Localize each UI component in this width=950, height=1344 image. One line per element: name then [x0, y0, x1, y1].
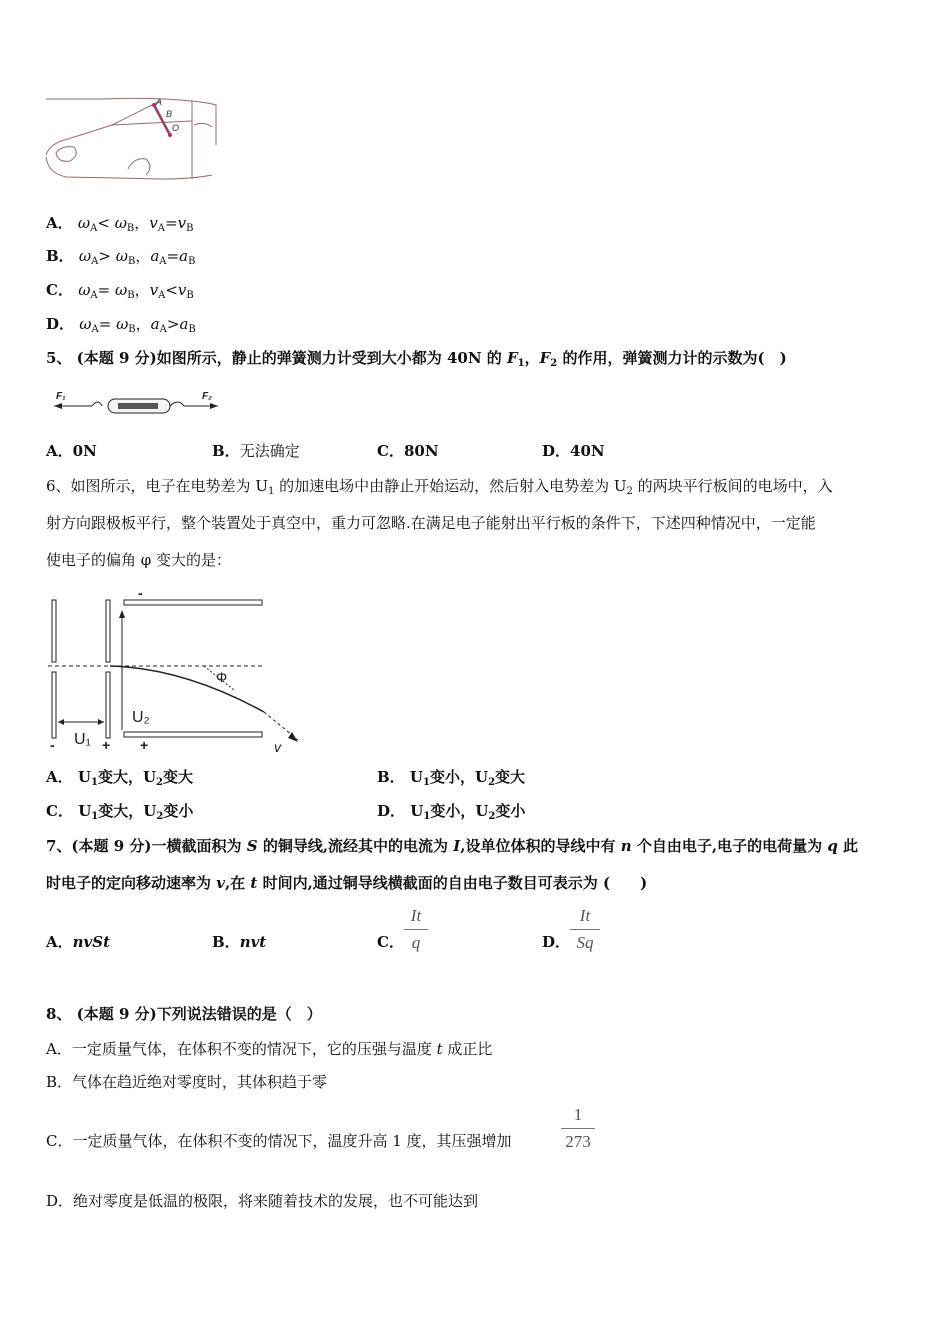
- q6-stem-line-2: 射方向跟极板平行，整个装置处于真空中，重力可忽略.在满足电子能射出平行板的条件下，下述四种情况中，一定能: [46, 514, 816, 532]
- q4-option-b: B． $\omega_A> \omega_B$，$a_A=a_B$: [46, 247, 196, 267]
- q5-option-d: D．40N: [542, 442, 605, 460]
- q5-option-a: A．0N: [46, 442, 97, 460]
- top-plate: [124, 600, 262, 605]
- q8-option-c: C．一定质量气体，在体积不变的情况下，温度升高 1 度，其压强增加: [46, 1132, 512, 1150]
- q7-option-d-letter: D．: [542, 933, 571, 951]
- q8-stem: 8、 (本题 9 分)下列说法错误的是（ ）: [46, 1005, 322, 1023]
- q7-option-a: A．nvSt: [46, 933, 111, 951]
- label-plus-left: +: [102, 737, 111, 753]
- q6-option-a: A． $U_1$变大，$U_2$变大: [46, 768, 194, 788]
- q5-stem: 5、 (本题 9 分)如图所示，静止的弹簧测力计受到大小都为 40N 的 $F_1$，$F_2$ 的作用，弹簧测力计的示数为( ): [46, 349, 787, 369]
- q5-option-b: B．无法确定: [212, 442, 300, 460]
- q7-option-c-fraction: It q: [404, 905, 428, 954]
- label-plus-bottom: +: [140, 737, 149, 753]
- label-a: A: [156, 97, 163, 107]
- q6-stem-line-1: 6、如图所示，电子在电势差为 $U_1$ 的加速电场中由静止开始运动，然后射入电势差为 $U_2$ 的两块平行板间的电场中，入: [46, 477, 833, 497]
- label-minus-top: -: [138, 590, 143, 601]
- spring-scale-figure: [52, 388, 222, 422]
- label-f1: F₁: [56, 391, 66, 402]
- q7-option-c-letter: C．: [377, 933, 404, 951]
- q7-option-b: B．nvt: [212, 933, 267, 951]
- q6-option-c: C． $U_1$变大，$U_2$变小: [46, 802, 194, 822]
- label-minus-left: -: [50, 737, 55, 753]
- electron-deflection-figure: [44, 590, 304, 756]
- label-phi: Φ: [216, 669, 228, 685]
- q8-option-a: A．一定质量气体，在体积不变的情况下，它的压强与温度 t 成正比: [46, 1040, 493, 1058]
- label-o: O: [172, 123, 180, 133]
- q4-option-c: C． $\omega_A= \omega_B$，$v_A<v_B$: [46, 281, 194, 301]
- label-f2: F₂: [202, 391, 212, 402]
- label-v: v: [274, 739, 281, 755]
- q7-stem-line-2: 时电子的定向移动速率为 v,在 t 时间内,通过铜导线横截面的自由电子数目可表示为 ( ): [46, 874, 648, 892]
- q6-stem-line-3: 使电子的偏角 φ 变大的是：: [46, 551, 232, 569]
- q8-option-c-fraction: 1 273: [561, 1104, 595, 1153]
- q4-option-d: D． $\omega_A= \omega_B$，$a_A>a_B$: [46, 315, 196, 335]
- label-u2: U₂: [132, 709, 150, 726]
- q8-option-b: B．气体在趋近绝对零度时，其体积趋于零: [46, 1073, 328, 1091]
- q6-option-b: B． $U_1$变小，$U_2$变大: [377, 768, 526, 788]
- q7-stem-line-1: 7、(本题 9 分)一横截面积为 S 的铜导线,流经其中的电流为 I,设单位体积的导线中有 n 个自由电子,电子的电荷量为 q 此: [46, 837, 859, 855]
- electron-trajectory: [110, 666, 264, 712]
- q5-option-c: C．80N: [377, 442, 439, 460]
- car-wiper-figure: [42, 95, 222, 185]
- q7-option-d-fraction: It Sq: [570, 905, 600, 954]
- q4-option-a: A． $\omega_A< \omega_B$，$v_A=v_B$: [46, 214, 194, 234]
- q8-option-d: D．绝对零度是低温的极限，将来随着技术的发展，也不可能达到: [46, 1192, 479, 1210]
- label-u1: U₁: [74, 731, 91, 748]
- q6-option-d: D． $U_1$变小，$U_2$变小: [377, 802, 526, 822]
- label-b: B: [166, 109, 173, 119]
